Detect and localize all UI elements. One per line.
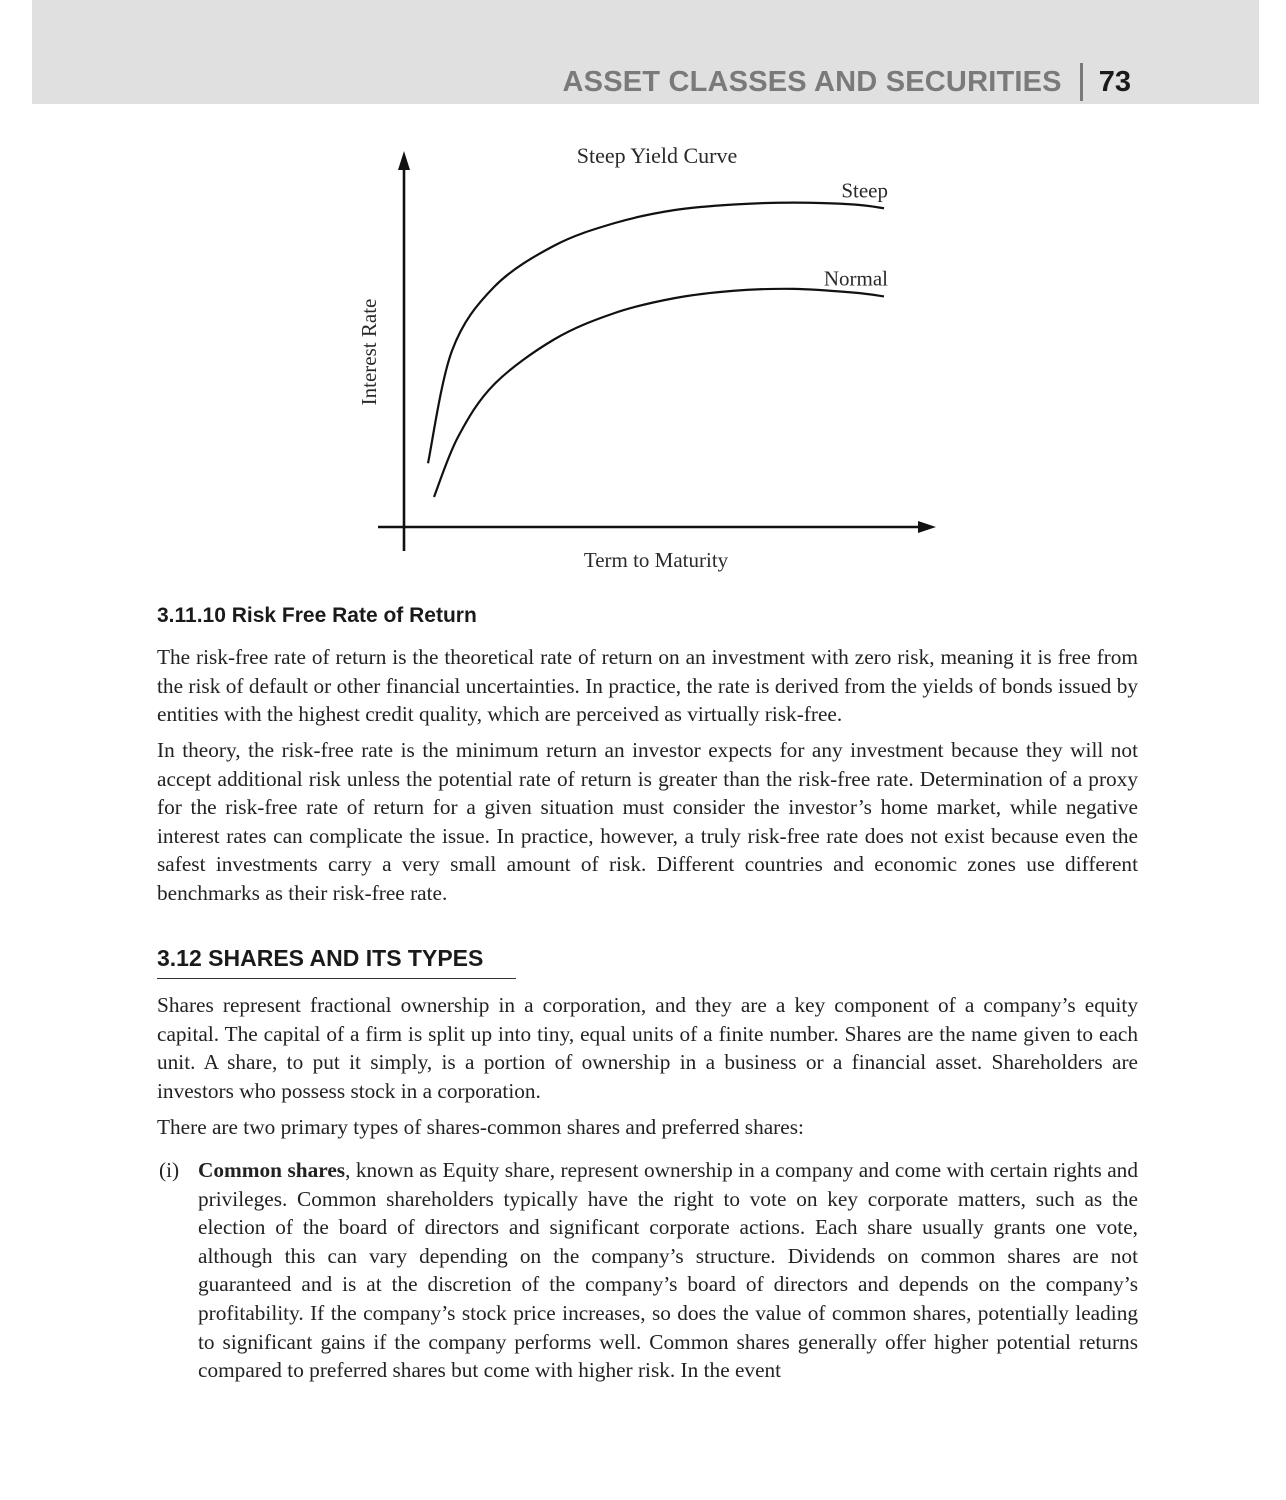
y-axis-label: Interest Rate [357,298,381,406]
chart-title: Steep Yield Curve [576,143,738,168]
paragraph-shares-1: Shares represent fractional ownership in a corporation, and they are a key component of a company’s equity capital. The capital of a firm is split up into tiny, equal units of a finite number. Shares are the name given to each unit. A share, to put it simply, is a portion of ownership in a business or a financial asset. Shareholders are investors who possess stock in a corporation. [157,993,1138,1103]
series-label-steep: Steep [841,178,888,203]
yield-curve-chart [0,0,1286,600]
series-line-normal [434,289,884,497]
list-item-text: , known as Equity share, represent ownership in a company and come with certain rights and privileges. Common shareholders typically have the right to vote on key corporate matters, such as the election of the board of directors and significant corporate actions. Each share usually grants one vote, although this can vary depending on the company’s structure. Dividends on common shares are not guaranteed and is at the discretion of the company’s board of directors and depends on the company’s profitability. If the company’s stock price increases, so does the value of common shares, potentially leading to significant gains if the company performs well. Common shares generally offer higher potential returns compared to preferred shares but come with higher risk. In the event [198,1158,1138,1383]
list-item-term: Common shares [198,1158,346,1182]
section-heading-risk-free: 3.11.10 Risk Free Rate of Return [157,604,477,627]
yield-curve-figure [0,0,1286,600]
list-marker: (i) [159,1158,180,1182]
series-label-normal: Normal [823,266,888,291]
x-axis-arrow [918,521,936,533]
x-axis-label: Term to Maturity [583,548,729,572]
page-number: 73 [1098,65,1131,98]
list-item-body [198,1156,1138,1385]
section-heading-shares: 3.12 SHARES AND ITS TYPES [157,945,516,979]
running-title: ASSET CLASSES AND SECURITIES [562,65,1062,98]
series-line-steep [428,203,884,464]
list-item-common-shares [157,1156,1138,1385]
paragraph-risk-free-2: In theory, the risk-free rate is the minimum return an investor expects for any investment because they will not accept additional risk unless the potential rate of return is greater than the risk-free rate. Determination of a proxy for the risk-free rate of return for a given situation must consider the investor’s home market, while negative interest rates can complicate the issue. In practice, however, a truly risk-free rate does not exist because even the safest investments carry a very small amount of risk. Different countries and economic zones use different benchmarks as their risk-free rate. [157,738,1138,905]
y-axis-arrow [398,151,410,170]
paragraph-risk-free-1: The risk-free rate of return is the theoretical rate of return on an investment with zero risk, meaning it is free from the risk of default or other financial uncertainties. In practice, the rate is derived from the yields of bonds issued by entities with the highest credit quality, which are perceived as virtually risk-free. [157,645,1138,727]
series-layer [428,178,888,497]
paragraph-shares-2: There are two primary types of shares-common shares and preferred shares: [157,1115,804,1139]
